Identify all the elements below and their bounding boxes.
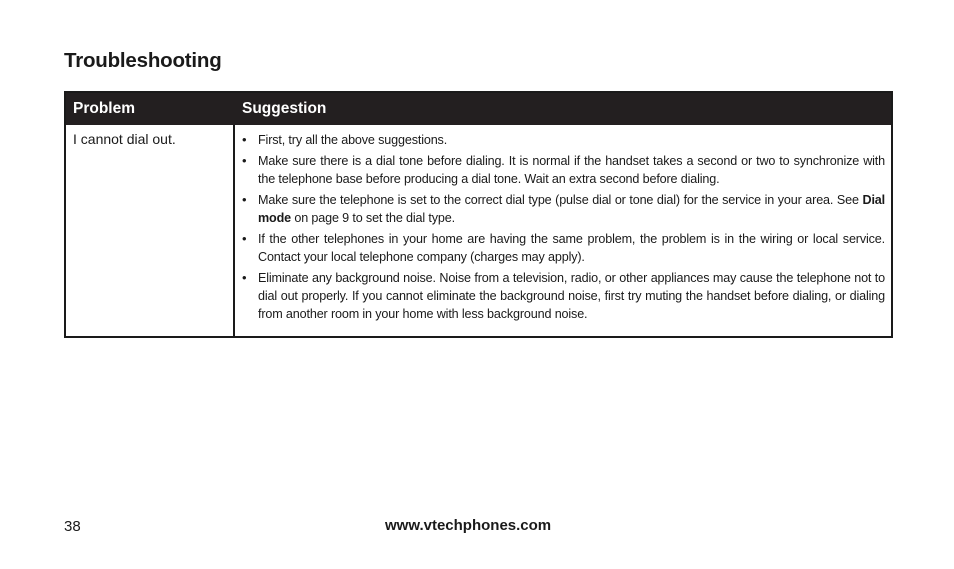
bullet-icon: • [242,132,247,147]
bullet-icon: • [242,192,247,207]
suggestion-text: Make sure the telephone is set to the correct dial type (pulse dial or tone dial) for the service in your area. See [258,193,863,207]
dial-mode-reference: Dial mode [258,193,885,225]
table-header-row [66,93,891,125]
header-suggestion: Suggestion [242,100,327,117]
bullet-icon: • [242,153,247,168]
problem-cell: I cannot dial out. [66,125,235,336]
suggestion-item [242,191,885,227]
troubleshooting-table [64,91,893,338]
page-title: Troubleshooting [64,49,222,72]
table-row [66,125,891,336]
suggestion-cell [235,125,891,336]
suggestion-item [242,269,885,323]
suggestion-item [242,230,885,266]
suggestion-text: Make sure there is a dial tone before dialing. It is normal if the handset takes a second or two to synchronize with the telephone base before producing a dial tone. Wait an extra second before dialing. [258,154,885,186]
suggestion-text: on page 9 to set the dial type. [291,211,455,225]
bullet-icon: • [242,231,247,246]
suggestion-item [242,152,885,188]
bullet-icon: • [242,270,247,285]
header-problem: Problem [73,100,136,117]
suggestion-list [242,131,885,323]
footer-url: www.vtechphones.com [385,517,552,534]
suggestion-text: First, try all the above suggestions. [258,133,448,147]
suggestion-item [242,131,885,149]
page-number: 38 [64,518,81,535]
suggestion-text: Eliminate any background noise. Noise from a television, radio, or other appliances may cause the telephone not to dial out properly. If you cannot eliminate the background noise, first try muting the handset before dialing, or dialing from another room in your home with less background noise. [258,271,885,321]
suggestion-text: If the other telephones in your home are having the same problem, the problem is in the wiring or local service. Contact your local telephone company (charges may apply). [258,232,885,264]
